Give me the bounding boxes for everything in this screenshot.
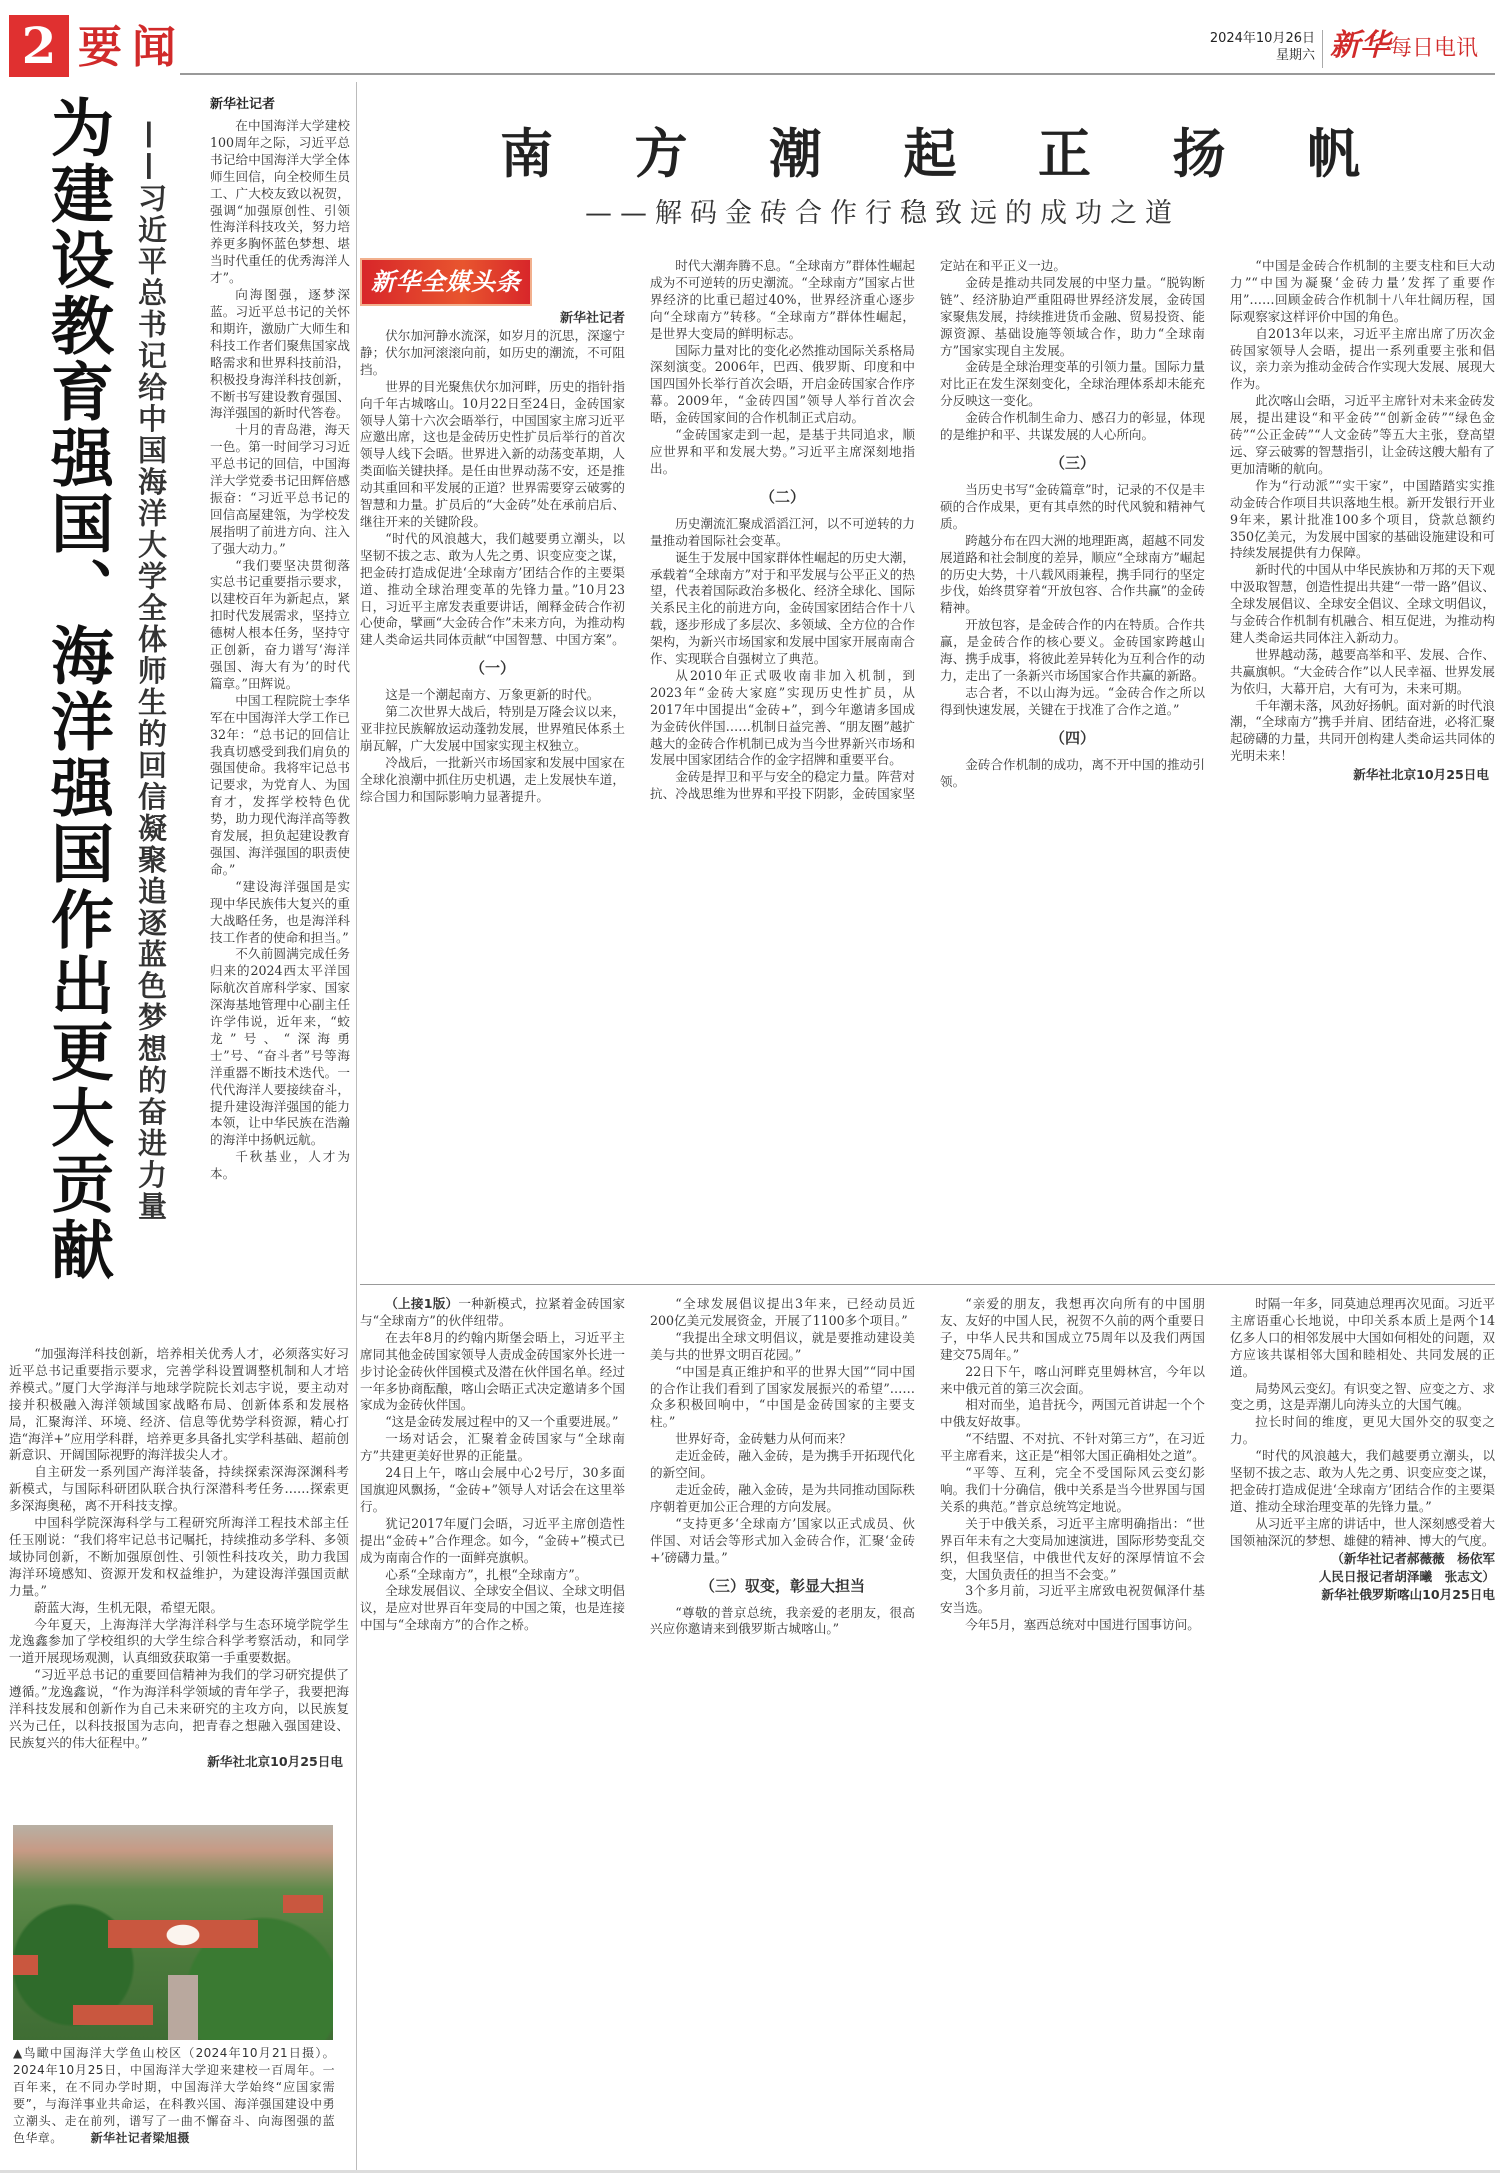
paragraph: 相对而坐，追昔抚今，两国元首讲起一个个中俄友好故事。 [940, 1397, 1205, 1430]
left-article-subheadline: ——习近平总书记给中国海洋大学全体师生的回信凝聚追逐蓝色梦想的奋进力量 [134, 120, 168, 1223]
right-article-byline: 新华社记者 [559, 311, 625, 326]
paragraph: “金砖国家走到一起，是基于共同追求，顺应世界和平和发展大势。”习近平主席深刻地指出。 [650, 427, 915, 476]
campus-aerial-photo [13, 1825, 333, 2040]
right-article-paragraphs [360, 258, 1495, 806]
paragraph: “这是金砖发展过程中的又一个重要进展。” [385, 1414, 619, 1430]
paragraph: “习近平总书记的重要回信精神为我们的学习研究提供了遵循。”龙逸鑫说，“作为海洋科学领域的青年学子，我要把海洋科技发展和创新作为自己未来研究的主攻方向，以民族复兴为己任，以科技报国为志向，把青春之想融入强国建设、民族复兴的伟大征程中。” [9, 1667, 349, 1750]
headline-char: 起 [903, 123, 957, 185]
right-article-headline [500, 122, 1360, 186]
newspaper-logo [1330, 26, 1478, 69]
paragraph: “亲爱的朋友，我想再次向所有的中国朋友、友好的中国人民，祝贺不久前的两个重要日子，中华人民共和国成立75周年以及我们两国建交75周年。” [940, 1296, 1205, 1362]
paragraph: 金砖是捍卫和平与安全的稳定力量。阵营对抗、冷战思维为世界和平投下阴影，金砖国家坚定站在和平正义一边。 [650, 258, 1066, 802]
paragraph: 志合者，不以山海为远。“金砖合作之所以得到快速发展，关键在于找准了合作之道。” [940, 684, 1205, 717]
dateline: 新华社北京10月25日电 [1353, 767, 1489, 783]
paragraph: 关于中俄关系，习近平主席明确指出：“世界百年未有之大变局加速演进，国际形势变乱交织，但我坚信，中俄世代友好的深厚情谊不会变，大国负责任的担当不会变。” [940, 1515, 1205, 1582]
paragraph: 今年夏天，上海海洋大学海洋科学与生态环境学院学生龙逸鑫参加了学校组织的大学生综合科学考察活动，和同学一道开展现场观测，认真细致获取第一手重要数据。 [9, 1616, 349, 1666]
caption-text: ▲鸟瞰中国海洋大学鱼山校区（2024年10月21日摄）。2024年10月25日，中国海洋大学迎来建校一百周年。一百年来，在不同办学时期，中国海洋大学始终“应国家需要”，与海洋事业共命运，在科教兴国、海洋强国建设中勇立潮头、走在前列，谱写了一曲不懈奋斗、向海图强的蓝色华章。 [13, 2046, 335, 2145]
paragraph: 开放包容，是金砖合作的内在特质。合作共赢，是金砖合作的核心要义。金砖国家跨越山海、携手成事，将彼此差异转化为互利合作的动力，走出了一条新兴市场国家合作共赢的新路。 [940, 617, 1205, 683]
photo-caption [13, 2045, 335, 2147]
header-rule [180, 73, 1495, 75]
column-divider [356, 82, 357, 2173]
xinhua-headline-badge: 新华全媒头条 [360, 258, 532, 306]
paragraph: 世界好奇，金砖魅力从何而来？ [675, 1431, 852, 1447]
paragraph: 走近金砖，融入金砖，是为共同推动国际秩序朝着更加公正合理的方向发展。 [650, 1481, 915, 1514]
paragraph: 时代大潮奔腾不息。“全球南方”群体性崛起成为不可逆转的历史潮流。“全球南方”国家占世界经济的比重已超过40%，世界经济重心逐步向“全球南方”转移。“全球南方”群体性崛起，是世界大变局的鲜明标志。 [650, 258, 915, 341]
continued-article-body [360, 1296, 1495, 2166]
reporter-credit: 人民日报记者胡泽曦 张志文） [1318, 1568, 1495, 1584]
paragraph: 诞生于发展中国家群体性崛起的历史大潮，承载着“全球南方”对于和平发展与公平正义的热望，代表着国际政治多极化、经济全球化、国际关系民主化的前进方向，金砖国家团结合作十八载，逐步形成了多层次、多领域、全方位的合作架构，为新兴市场国家和发展中国家开展南南合作、实现联合自强树立了典范。 [650, 549, 915, 667]
right-article-subheadline: ——解码金砖合作行稳致远的成功之道 [585, 198, 1180, 229]
paragraph: 在中国海洋大学建校100周年之际，习近平总书记给中国海洋大学全体师生回信，向全校师生员工、广大校友致以祝贺，强调“加强原创性、引领性海洋科技攻关，努力培养更多胸怀蓝色梦想、堪当时代重任的优秀海洋人才”。 [210, 118, 350, 286]
paragraph: 金砖是全球治理变革的引领力量。国际力量对比正在发生深刻变化，全球治理体系却未能充分反映这一变化。 [940, 359, 1205, 409]
paragraph: 此次喀山会晤，习近平主席针对未来金砖发展，提出建设“和平金砖”“创新金砖”“绿色金砖”“公正金砖”“人文金砖”等五大主张，登高望远、穿云破雾的智慧指引，让金砖这艘大船有了更加清晰的航向。 [1230, 393, 1495, 476]
photo-credit: 新华社记者梁旭摄 [90, 2131, 190, 2145]
headline-char: 帆 [1307, 123, 1360, 185]
paragraph: 世界的目光聚焦伏尔加河畔，历史的指针指向千年古城喀山。10月22日至24日，金砖国家领导人第十六次会晤举行，中国国家主席习近平应邀出席，这也是金砖历史性扩员后举行的首次领导人线下会晤。世界进入新的动荡变革期，人类面临关键抉择。是任由世界动荡不安，还是推动其重回和平发展的正道？世界需要穿云破雾的智慧和力量。扩员后的“大金砖”处在承前启后、继往开来的关键阶段。 [360, 378, 625, 529]
paragraph: 作为“行动派”“实干家”，中国踏踏实实推动金砖合作项目共识落地生根。新开发银行开业9年来，累计批准100多个项目，贷款总额约350亿美元，为发展中国家的基础设施建设和可持续发展提供有力保障。 [1230, 477, 1495, 561]
paragraph: “加强海洋科技创新，培养相关优秀人才，必须落实好习近平总书记重要指示要求，完善学科设置调整机制和人才培养模式。”厦门大学海洋与地球学院院长刘志宇说，要主动对接并积极融入海洋领域国家战略布局、创新体系和发展格局，汇聚海洋、环境、经济、信息等优势学科资源，精心打造“海洋+”应用学科群，培养更多具备扎实学科基础、超前创新意识、开阔国际视野的海洋拔尖人才。 [9, 1346, 349, 1463]
paragraph: “我提出全球文明倡议，就是要推动建设美美与共的世界文明百花园。” [650, 1329, 915, 1362]
left-article-headline: 为建设教育强国、海洋强国作出更大贡献 [41, 95, 115, 1283]
paragraph: 千年潮未落，风劲好扬帆。面对新的时代浪潮，“全球南方”携手并肩、团结奋进，必将汇聚起磅礴的力量，共同开创构建人类命运共同体的光明未来！ [1230, 697, 1495, 764]
paragraph: 中国科学院深海科学与工程研究所海洋工程技术部主任任玉刚说：“我们将牢记总书记嘱托，持续推动多学科、多领域协同创新，不断加强原创性、引领性科技攻关，助力我国海洋环境感知、资源开发和权益维护，为建设海洋强国贡献力量。” [9, 1515, 349, 1598]
paragraph: 历史潮流汇聚成滔滔江河，以不可逆转的力量推动着国际社会变革。 [650, 515, 915, 548]
left-article-byline: 新华社记者 [210, 97, 276, 112]
paragraph: 从2010年正式吸收南非加入机制，到2023年“金砖大家庭”实现历史性扩员，从2017年中国提出“金砖+”，到今年邀请多国成为金砖伙伴国……机制日益完善、“朋友圈”越扩越大的金砖合作机制已成为当今世界新兴市场和发展中国家团结合作的金字招牌和重要平台。 [650, 667, 915, 768]
date-text: 2024年10月26日 [1209, 31, 1315, 46]
left-article-body-narrow [210, 118, 350, 1346]
paragraph: 蔚蓝大海，生机无限，希望无限。 [34, 1599, 224, 1615]
headline-char: 扬 [1172, 123, 1226, 185]
paragraph: “平等、互利，完全不受国际风云变幻影响。我们十分确信，俄中关系是当今世界国与国关系的典范。”普京总统笃定地说。 [940, 1465, 1205, 1514]
paragraph: 自2013年以来，习近平主席出席了历次金砖国家领导人会晤，提出一系列重要主张和倡议，亲力亲为推动金砖合作实现大发展、展现大作为。 [1230, 325, 1495, 392]
paragraph: “时代的风浪越大，我们越要勇立潮头，以坚韧不拔之志、敢为人先之勇、识变应变之谋，把金砖打造成促进‘全球南方’团结合作的主要渠道、推动全球治理变革的先锋力量。” [1230, 1448, 1495, 1514]
paragraph: 今年5月，塞西总统对中国进行国事访问。 [965, 1617, 1200, 1633]
article-separator [360, 1284, 1495, 1285]
paragraph: 向海图强，逐梦深蓝。习近平总书记的关怀和期许，激励广大师生和科技工作者们聚焦国家战略需求和世界科技前沿，积极投身海洋科技创新，不断书写建设教育强国、海洋强国的新时代答卷。 [210, 287, 350, 421]
paragraph: “支持更多‘全球南方’国家以正式成员、伙伴国、对话会等形式加入金砖合作，汇聚‘金砖+’磅礴力量。” [650, 1515, 915, 1565]
paragraph: 不久前圆满完成任务归来的2024西太平洋国际航次首席科学家、国家深海基地管理中心副主任许学伟说，近年来，“蛟龙”号、“深海勇士”号、“奋斗者”号等海洋重器不断技术迭代。一代代海洋人要接续奋斗，提升建设海洋强国的能力本领，让中华民族在浩瀚的海洋中扬帆远航。 [210, 946, 350, 1148]
paragraph: “全球发展倡议提出3年来，已经动员近200亿美元发展资金，开展了1100多个项目。” [650, 1296, 915, 1328]
headline-char: 正 [1038, 123, 1091, 185]
paragraph: 第二次世界大战后，特别是万隆会议以来，亚非拉民族解放运动蓬勃发展，世界殖民体系土崩瓦解，广大发展中国家实现主权独立。 [360, 704, 625, 753]
paragraph: 24日上午，喀山会展中心2号厅，30多面国旗迎风飘扬，“金砖+”领导人对话会在这里举行。 [360, 1465, 625, 1514]
paragraph: 22日下午，喀山河畔克里姆林宫，今年以来中俄元首的第三次会面。 [940, 1363, 1205, 1396]
paragraph: 在去年8月的约翰内斯堡会晤上，习近平主席同其他金砖国家领导人责成金砖国家外长进一步讨论金砖伙伴国模式及潜在伙伴国名单。经过一年多协商酝酿，喀山会晤正式决定邀请多个国家成为金砖伙伴国。 [360, 1329, 625, 1413]
paragraph: “时代的风浪越大，我们越要勇立潮头，以坚韧不拔之志、敢为人先之勇、识变应变之谋，把金砖打造成促进‘全球南方’团结合作的主要渠道、推动全球治理变革的先锋力量。”10月23日，习近平主席发表重要讲话，阐释金砖合作初心使命，擘画“大金砖合作”未来方向，为推动构建人类命运共同体贡献“中国智慧、中国方案”。 [360, 530, 625, 648]
paragraph: 千秋基业，人才为本。 [210, 1149, 350, 1182]
paragraph: 当历史书写“金砖篇章”时，记录的不仅是丰硕的合作成果，更有其卓然的时代风貌和精神气质。 [940, 481, 1205, 531]
paragraph: 3个多月前，习近平主席致电祝贺佩泽什基安当选。 [940, 1583, 1205, 1616]
paragraph: 拉长时间的维度，更见大国外交的驭变之力。 [1230, 1414, 1495, 1447]
section-heading: （一） [469, 659, 515, 678]
paragraph: 中国工程院院士李华军在中国海洋大学工作已32年：“总书记的回信让我真切感受到我们肩负的强国使命。我将牢记总书记要求，为党育人、为国育才，发挥学校特色优势，助力现代海洋高等教育发展，担负起建设教育强国、海洋强国的职责使命。” [210, 692, 350, 877]
headline-char: 方 [634, 123, 688, 185]
paragraph: 心系“全球南方”，扎根“全球南方”。 [385, 1566, 588, 1582]
paragraph: 跨越分布在四大洲的地理距离，超越不同发展道路和社会制度的差异，顺应“全球南方”崛起的历史大势，十八载风雨兼程，携手同行的坚定步伐，始终贯穿着“开放包容、合作共赢”的金砖精神。 [940, 532, 1205, 616]
logo-sub: 每日电讯 [1390, 36, 1479, 61]
section-title: 要闻 [78, 22, 186, 73]
paragraph: “不结盟、不对抗、不针对第三方”，在习近平主席看来，这正是“相邻大国正确相处之道”。 [940, 1431, 1205, 1464]
right-article-body [360, 258, 1495, 1278]
paragraph: 全球发展倡议、全球安全倡议、全球文明倡议，是应对世界百年变局的中国之策，也是连接中国与“全球南方”的合作之桥。 [360, 1583, 625, 1633]
paragraph: 一场对话会，汇聚着金砖国家与“全球南方”共建更美好世界的正能量。 [360, 1431, 625, 1464]
paragraph: 走近金砖，融入金砖，是为携手开拓现代化的新空间。 [650, 1448, 915, 1481]
paragraph-text: 一种新模式，拉紧着金砖国家与“全球南方”的伙伴纽带。 [360, 1296, 625, 1328]
headline-char: 潮 [769, 123, 822, 185]
reporter-credit: 新华社俄罗斯喀山10月25日电 [1321, 1586, 1495, 1602]
issue-date [1175, 30, 1315, 64]
divider [1322, 30, 1323, 68]
paragraph [360, 1296, 625, 1330]
paragraph: 金砖合作机制的成功，离不开中国的推动引领。 [940, 756, 1205, 789]
paragraph: 金砖合作机制生命力、感召力的彰显，体现的是维护和平、共谋发展的人心所向。 [940, 410, 1205, 443]
section-heading: （二） [759, 487, 805, 506]
paragraph: 十月的青岛港，海天一色。第一时间学习习近平总书记的回信，中国海洋大学党委书记田辉倍感振奋：“习近平总书记的回信高屋建瓴，为学校发展指明了前进方向、注入了强大动力。” [210, 422, 350, 556]
headline-char: 南 [500, 123, 553, 185]
section-heading: （三）驭变，彰显大担当 [699, 1576, 865, 1595]
section-heading: （四） [1049, 728, 1095, 747]
paragraph: “中国是金砖合作机制的主要支柱和巨大动力”“中国为凝聚‘金砖力量’发挥了重要作用”……回顾金砖合作机制十八年壮阔历程，国际观察家这样评价中国的角色。 [1230, 258, 1495, 324]
reporter-credit: （新华社记者郝薇薇 杨依军 [1331, 1550, 1495, 1566]
paragraph: “建设海洋强国是实现中华民族伟大复兴的重大战略任务，也是海洋科技工作者的使命和担当。” [210, 878, 350, 945]
paragraph: 冷战后，一批新兴市场国家和发展中国家在全球化浪潮中抓住历史机遇，走上发展快车道，综合国力和国际影响力显著提升。 [360, 754, 625, 804]
section-heading: （三） [1049, 453, 1095, 472]
paragraph: 自主研发一系列国产海洋装备，持续探索深海深渊科考新模式，与国际科研团队联合执行深潜科考任务……探索更多深海奥秘，离不开科技支撑。 [9, 1464, 349, 1514]
paragraph: 局势风云变幻。有识变之智、应变之方、求变之勇，这是弄潮儿向涛头立的大国气魄。 [1230, 1380, 1495, 1413]
paragraph: 世界越动荡，越要高举和平、发展、合作、共赢旗帜。“大金砖合作”以人民幸福、世界发展为依归，大幕开启，大有可为，未来可期。 [1230, 646, 1495, 696]
weekday-text: 星期六 [1275, 48, 1315, 63]
paragraph: “尊敬的普京总统，我亲爱的老朋友，很高兴应你邀请来到俄罗斯古城喀山。” [650, 1604, 915, 1637]
paragraph: “中国是真正维护和平的世界大国”“同中国的合作让我们看到了国家发展振兴的希望”……众多积极回响中，“中国是金砖国家的主要支柱。” [650, 1363, 915, 1430]
continuation-marker: （上接1版） [385, 1296, 459, 1311]
paragraph: 金砖是推动共同发展的中坚力量。“脱钩断链”、经济胁迫严重阻碍世界经济发展，金砖国家聚焦发展，持续推进货币金融、贸易投资、能源资源、基础设施等领域合作，助力“全球南方”国家实现自主发展。 [940, 274, 1205, 358]
page-number-badge: 2 [9, 15, 69, 77]
logo-main: 新华 [1330, 28, 1390, 63]
paragraph: “我们要坚决贯彻落实总书记重要指示要求，以建校百年为新起点，紧扣时代发展需求，坚持立德树人根本任务，坚持守正创新，奋力谱写‘海洋强国、海大有为’的时代篇章。”田辉说。 [210, 557, 350, 691]
paragraph: 伏尔加河静水流深，如岁月的沉思，深邃宁静；伏尔加河滚滚向前，如历史的潮流，不可阻挡。 [360, 328, 625, 377]
paragraph: 这是一个潮起南方、万象更新的时代。 [385, 687, 600, 703]
paragraph: 时隔一年多，同莫迪总理再次见面。习近平主席语重心长地说，中印关系本质上是两个14亿多人口的相邻发展中大国如何相处的问题，双方应该共谋相邻大国和睦相处、共同发展的正道。 [1230, 1296, 1495, 1379]
left-article-body-wide [9, 1346, 349, 1816]
paragraph: 国际力量对比的变化必然推动国际关系格局深刻演变。2006年，巴西、俄罗斯、印度和中国四国外长举行首次会晤，开启金砖国家合作序幕。2009年，“金砖四国”领导人举行首次会晤，金砖国家间的合作机制正式启动。 [650, 342, 915, 426]
dateline: 新华社北京10月25日电 [207, 1753, 343, 1769]
paragraph: 新时代的中国从中华民族协和万邦的天下观中汲取智慧，创造性提出共建“一带一路”倡议、全球发展倡议、全球安全倡议、全球文明倡议，与金砖合作机制有机融合、相互促进，为推动构建人类命运共同体注入新动力。 [1230, 562, 1495, 645]
paragraph: 从习近平主席的讲话中，世人深刻感受着大国领袖深沉的梦想、雄健的精神、博大的气度。 [1230, 1515, 1495, 1548]
paragraph: 犹记2017年厦门会晤，习近平主席创造性提出“金砖+”合作理念。如今，“金砖+”模式已成为南南合作的一面鲜亮旗帜。 [360, 1515, 625, 1565]
